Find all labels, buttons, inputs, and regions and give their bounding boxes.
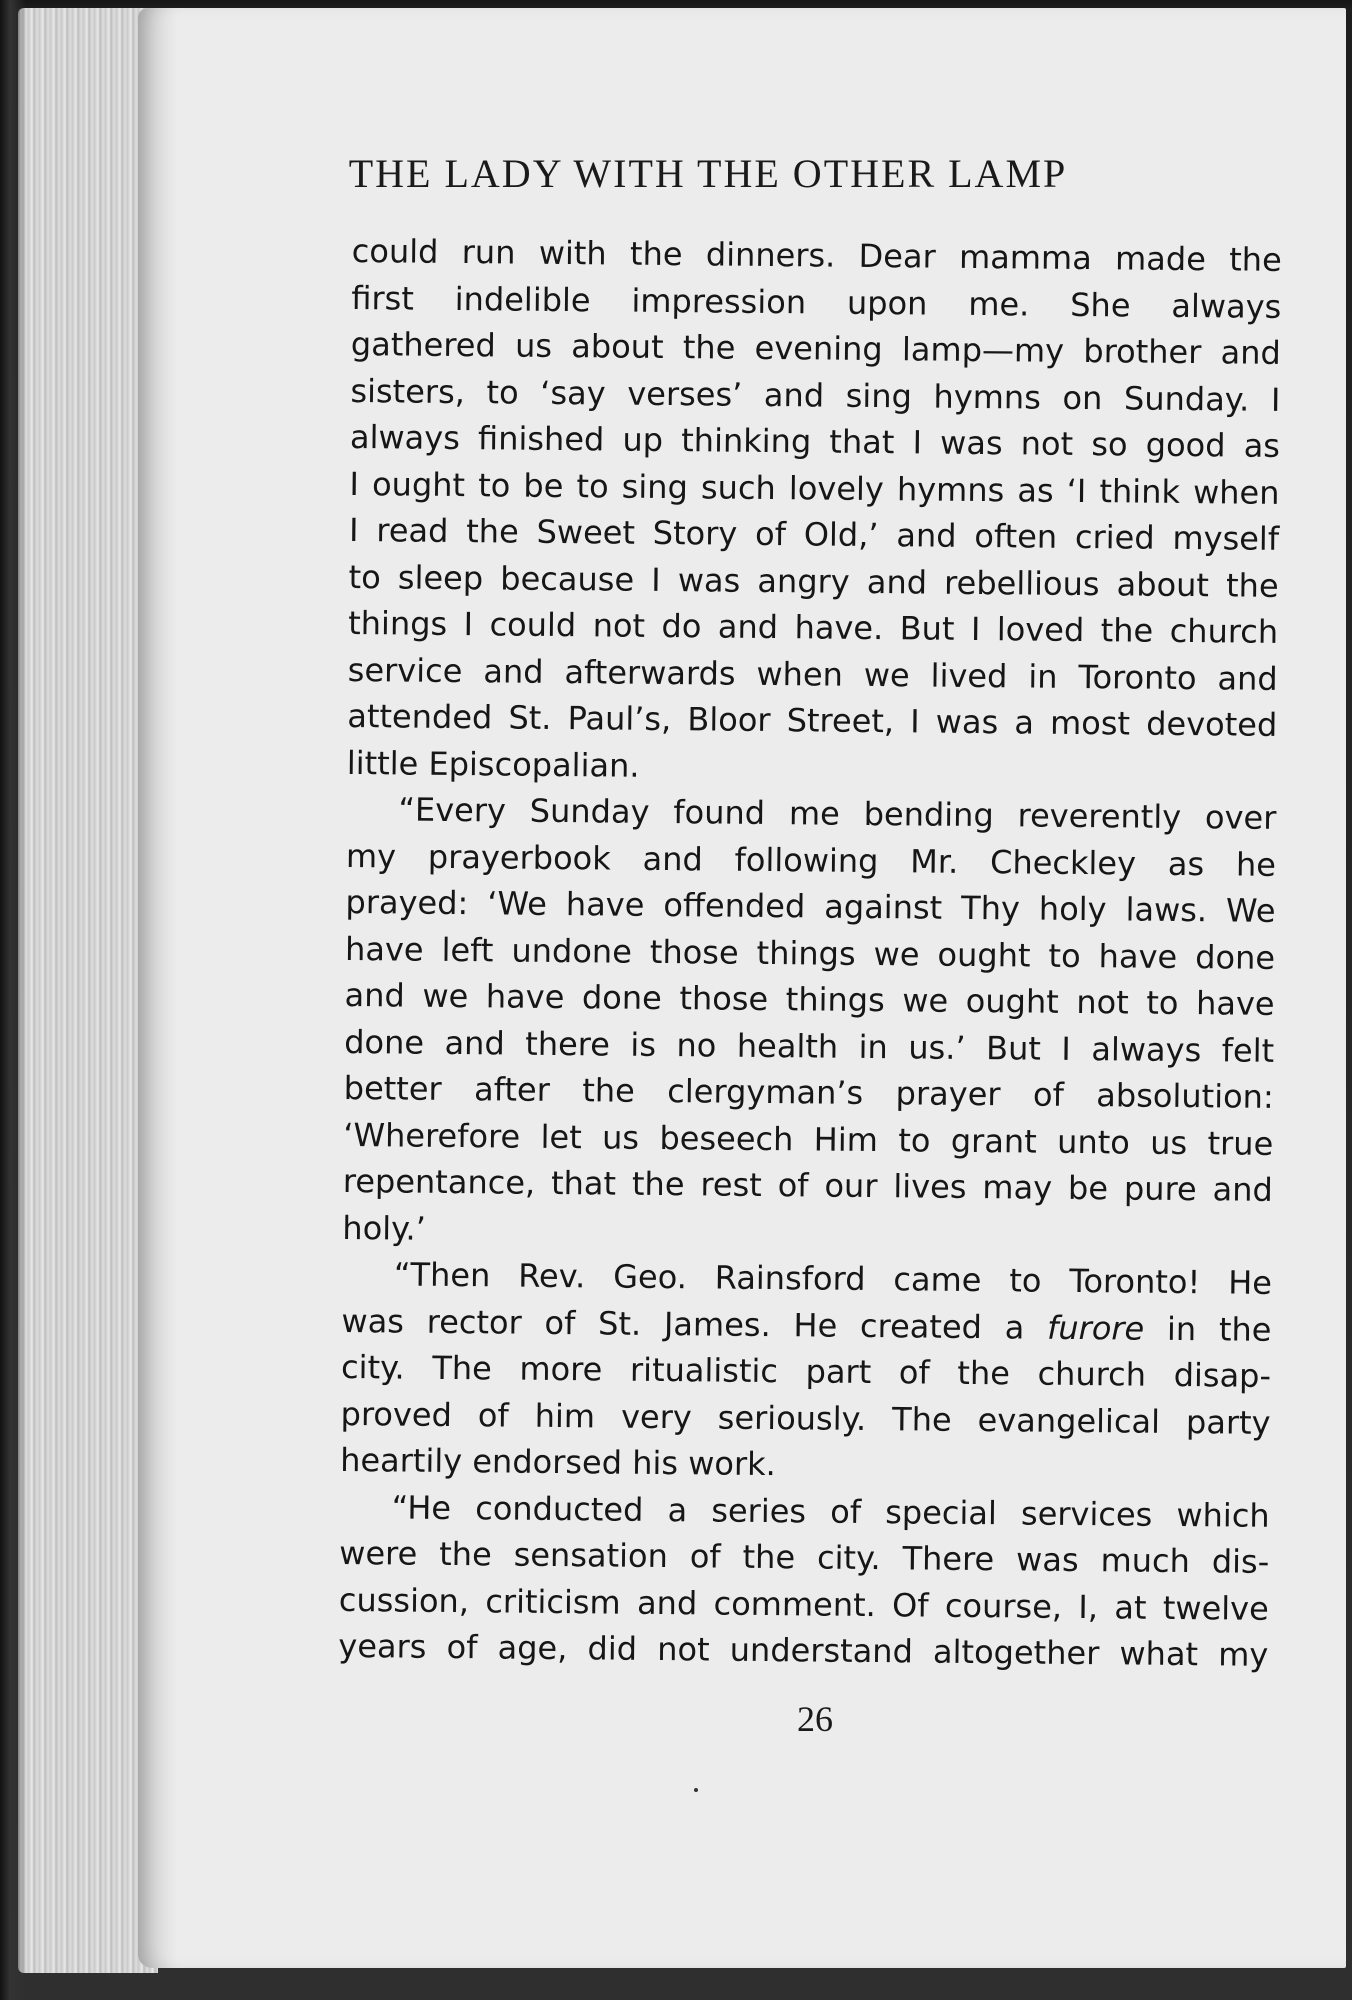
text-line: sisters, to ‘say verses’ and sing hymns on Sunday. I: [350, 371, 1281, 419]
text-line: service and afterwards when we lived in Toronto and: [347, 650, 1278, 698]
text-line: ‘Wherefore let us beseech Him to grant unto us true: [343, 1115, 1274, 1163]
text-line: I read the Sweet Story of Old,’ and often cried myself: [348, 510, 1280, 558]
text-line: city. The more ritualistic part of the church disap-: [340, 1347, 1272, 1395]
text-line: have left undone those things we ought to have done: [344, 929, 1276, 977]
page-edges: [18, 8, 158, 1973]
text-line: “Every Sunday found me bending reverently over: [398, 790, 1277, 837]
text-line: done and there is no health in us.’ But I always felt: [344, 1022, 1275, 1070]
paper-speck: [694, 1788, 698, 1792]
text-line: to sleep because I was angry and rebellious about the: [348, 557, 1279, 605]
text-line: first indelible impression upon me. She always: [351, 278, 1282, 326]
text-line: always finished up thinking that I was not so good as: [349, 417, 1281, 465]
text-line: and we have done those things we ought not to have: [344, 975, 1275, 1023]
text-line: “He conducted a series of special services which: [391, 1487, 1270, 1535]
text-line: heartily endorsed his work.: [339, 1440, 776, 1484]
body-text: [338, 228, 1282, 1678]
text-line: was rector of St. James. He created a furore in the: [341, 1301, 1272, 1349]
text-line: attended St. Paul’s, Bloor Street, I was a most devoted: [347, 696, 1278, 744]
text-line: things I could not do and have. But I loved the church: [348, 603, 1279, 651]
text-line: cussion, criticism and comment. Of course, I, at twelve: [338, 1580, 1269, 1628]
text-line: my prayerbook and following Mr. Checkley as he: [345, 836, 1277, 884]
text-line: gathered us about the evening lamp—my brother and: [350, 324, 1282, 372]
text-line: repentance, that the rest of our lives may be pure and: [342, 1161, 1273, 1209]
text-line: proved of him very seriously. The evangelical party: [340, 1394, 1271, 1442]
text-line: holy.’: [342, 1208, 427, 1248]
text-line: I ought to be to sing such lovely hymns as ‘I think when: [349, 464, 1280, 512]
edge-shadow: [0, 0, 26, 2000]
text-line: “Then Rev. Geo. Rainsford came to Toronto! He: [393, 1255, 1273, 1302]
gutter-shade: [138, 8, 178, 1968]
text-line: were the sensation of the city. There was much dis-: [339, 1533, 1270, 1581]
text-line: little Episcopalian.: [346, 743, 640, 785]
text-line: could run with the dinners. Dear mamma made the: [351, 231, 1282, 279]
text-line: prayed: ‘We have offended against Thy holy laws. We: [345, 882, 1276, 930]
page-number: 26: [797, 1699, 833, 1739]
text-line: years of age, did not understand altogether what my: [338, 1626, 1269, 1674]
running-head: THE LADY WITH THE OTHER LAMP: [348, 151, 1068, 196]
text-line: better after the clergyman’s prayer of absolution:: [343, 1068, 1274, 1116]
